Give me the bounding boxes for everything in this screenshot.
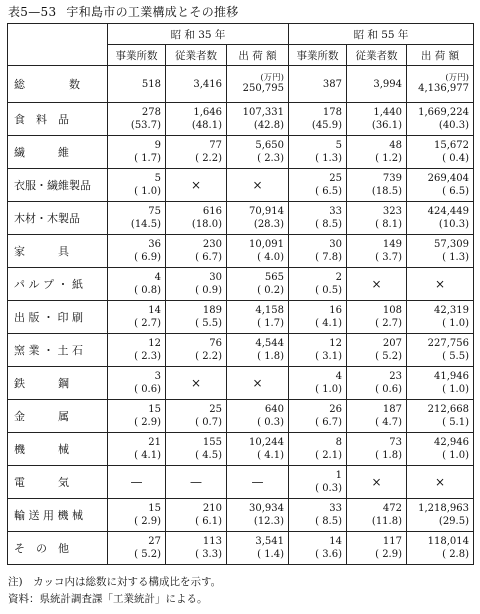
share-percent: ( 0.4) (442, 153, 469, 164)
table-row (8, 400, 474, 433)
share-percent: ( 2.2) (195, 351, 222, 362)
row-label: 食 料 品 (8, 103, 108, 136)
unit-label: (万円) (445, 72, 469, 83)
col-header: 事業所数 (108, 45, 166, 66)
value-cell (166, 499, 227, 532)
value: 269,404 (427, 173, 469, 184)
value-cell (289, 169, 347, 202)
share-percent: ( 3.7) (375, 252, 402, 263)
share-percent: ( 8.5) (315, 219, 342, 230)
share-percent: ( 5.2) (375, 351, 402, 362)
value: 77 (209, 140, 222, 151)
value: 227,756 (427, 338, 469, 349)
row-label: 家 具 (8, 235, 108, 268)
value: 25 (329, 173, 342, 184)
value-cell (347, 334, 407, 367)
share-percent: ( 2.3) (257, 153, 284, 164)
table-row (8, 103, 474, 136)
value: 387 (322, 78, 342, 90)
share-percent: (14.5) (130, 219, 161, 230)
value-cell (407, 367, 474, 400)
value: 14 (148, 305, 161, 316)
value: 108 (382, 305, 402, 316)
share-percent: (45.9) (311, 120, 342, 131)
row-label: 金 属 (8, 400, 108, 433)
value-cell (289, 367, 347, 400)
row-label: 機 械 (8, 433, 108, 466)
value: 178 (322, 107, 342, 118)
value: 518 (141, 78, 161, 90)
value-cell (108, 499, 166, 532)
value: 1,669,224 (418, 107, 469, 118)
share-percent: ( 2.9) (134, 417, 161, 428)
value-cell (347, 301, 407, 334)
share-percent: ( 2.2) (195, 153, 222, 164)
table-row (8, 466, 474, 499)
share-percent: ( 1.0) (442, 384, 469, 395)
share-percent: ( 4.1) (315, 318, 342, 329)
suppressed-cell: × (407, 268, 474, 301)
suppressed-cell: × (347, 466, 407, 499)
value: 4,158 (255, 305, 284, 316)
value-cell (407, 103, 474, 136)
value-cell (407, 169, 474, 202)
value-cell (407, 66, 474, 103)
value: 70,914 (249, 206, 284, 217)
share-percent: (29.5) (438, 516, 469, 527)
table-row (8, 66, 474, 103)
suppressed-cell: × (166, 169, 227, 202)
value: 57,309 (434, 239, 469, 250)
value-cell (347, 433, 407, 466)
header-blank (8, 24, 108, 66)
value-cell (289, 136, 347, 169)
share-percent: ( 2.7) (134, 318, 161, 329)
value: 48 (389, 140, 402, 151)
value: 1,646 (193, 107, 222, 118)
table-row (8, 136, 474, 169)
value-cell (166, 136, 227, 169)
share-percent: ( 2.9) (375, 549, 402, 560)
value-cell (347, 103, 407, 136)
share-percent: ( 0.9) (195, 285, 222, 296)
value: 75 (148, 206, 161, 217)
row-label: 鉄 鋼 (8, 367, 108, 400)
value: 424,449 (427, 206, 469, 217)
share-percent: ( 1.8) (257, 351, 284, 362)
value: 3,994 (373, 78, 402, 90)
row-label: パ ル プ ・ 紙 (8, 268, 108, 301)
value: 73 (389, 437, 402, 448)
col-header: 従業者数 (166, 45, 227, 66)
value: 76 (209, 338, 222, 349)
value-cell (108, 400, 166, 433)
share-percent: ( 1.0) (442, 450, 469, 461)
header-year-1960: 昭 和 35 年 (108, 24, 289, 45)
row-label: 繊 維 (8, 136, 108, 169)
value: 33 (329, 206, 342, 217)
value-cell (407, 136, 474, 169)
value-cell (289, 202, 347, 235)
share-percent: ( 0.8) (134, 285, 161, 296)
value-cell (289, 400, 347, 433)
value-cell (227, 235, 289, 268)
table-row (8, 169, 474, 202)
value-cell (347, 367, 407, 400)
share-percent: (18.0) (191, 219, 222, 230)
value-cell (347, 400, 407, 433)
value: 16 (329, 305, 342, 316)
value: 30 (209, 272, 222, 283)
value-cell (407, 334, 474, 367)
value-cell (108, 66, 166, 103)
table-number: 表5—53 (8, 5, 57, 19)
value: 616 (202, 206, 222, 217)
value-cell (407, 433, 474, 466)
value-cell (166, 66, 227, 103)
share-percent: ( 6.7) (315, 417, 342, 428)
share-percent: ( 6.5) (315, 186, 342, 197)
value: 212,668 (427, 404, 469, 415)
value-cell (407, 532, 474, 565)
value: 3,541 (255, 536, 284, 547)
value: 472 (382, 503, 402, 514)
table-title (8, 3, 239, 20)
table-row (8, 202, 474, 235)
share-percent: ( 1.0) (315, 384, 342, 395)
value-cell (108, 301, 166, 334)
value-cell (407, 400, 474, 433)
value-cell (289, 499, 347, 532)
value-cell (108, 532, 166, 565)
share-percent: ( 4.5) (195, 450, 222, 461)
share-percent: (36.1) (371, 120, 402, 131)
col-header: 出 荷 額 (407, 45, 474, 66)
share-percent: ( 6.9) (134, 252, 161, 263)
share-percent: ( 0.5) (315, 285, 342, 296)
value: 230 (202, 239, 222, 250)
share-percent: ( 6.7) (195, 252, 222, 263)
value-cell (347, 202, 407, 235)
unit-label: (万円) (260, 72, 284, 83)
value: 113 (202, 536, 222, 547)
value: 1,440 (373, 107, 402, 118)
share-percent: ( 8.1) (375, 219, 402, 230)
table-row (8, 301, 474, 334)
value: 155 (202, 437, 222, 448)
share-percent: ( 0.3) (257, 417, 284, 428)
table-row (8, 367, 474, 400)
value-cell (289, 433, 347, 466)
value: 21 (148, 437, 161, 448)
share-percent: ( 4.1) (257, 450, 284, 461)
value: 5 (335, 140, 342, 151)
share-percent: ( 0.2) (257, 285, 284, 296)
share-percent: ( 1.0) (134, 186, 161, 197)
value: 5,650 (255, 140, 284, 151)
value: 27 (148, 536, 161, 547)
value-cell (108, 367, 166, 400)
value: 149 (382, 239, 402, 250)
value: 3,416 (193, 78, 222, 90)
value: 10,091 (249, 239, 284, 250)
header-year-1980: 昭 和 55 年 (289, 24, 474, 45)
value-cell (166, 532, 227, 565)
share-percent: ( 1.3) (442, 252, 469, 263)
share-percent: ( 1.7) (134, 153, 161, 164)
share-percent: ( 0.6) (134, 384, 161, 395)
value-cell (227, 334, 289, 367)
suppressed-cell: × (347, 268, 407, 301)
table-row (8, 268, 474, 301)
share-percent: ( 8.5) (315, 516, 342, 527)
value: 3 (154, 371, 161, 382)
share-percent: (18.5) (371, 186, 402, 197)
share-percent: ( 1.4) (257, 549, 284, 560)
table-row (8, 433, 474, 466)
row-label: 出 版 ・ 印 刷 (8, 301, 108, 334)
empty-cell: — (108, 466, 166, 499)
value: 10,244 (249, 437, 284, 448)
share-percent: ( 6.5) (442, 186, 469, 197)
share-percent: (53.7) (130, 120, 161, 131)
value-cell (227, 202, 289, 235)
value: 739 (382, 173, 402, 184)
value: 189 (202, 305, 222, 316)
share-percent: (48.1) (191, 120, 222, 131)
value-cell (227, 136, 289, 169)
col-header: 出 荷 額 (227, 45, 289, 66)
value-cell (108, 202, 166, 235)
share-percent: ( 3.3) (195, 549, 222, 560)
suppressed-cell: × (407, 466, 474, 499)
value-cell (347, 136, 407, 169)
value: 4 (335, 371, 342, 382)
value-cell (289, 532, 347, 565)
value-cell (166, 301, 227, 334)
value: 107,331 (242, 107, 284, 118)
value-cell (108, 235, 166, 268)
share-percent: ( 5.1) (442, 417, 469, 428)
value: 42,319 (434, 305, 469, 316)
table-row (8, 499, 474, 532)
note-line: 注) カッコ内は総数に対する構成比を示す。 (8, 576, 222, 588)
empty-cell: — (166, 466, 227, 499)
share-percent: (40.3) (438, 120, 469, 131)
share-percent: ( 4.1) (134, 450, 161, 461)
value-cell (289, 66, 347, 103)
value-cell (407, 202, 474, 235)
value-cell (227, 400, 289, 433)
value-cell (227, 103, 289, 136)
industry-table (7, 23, 474, 565)
value-cell (347, 66, 407, 103)
value-cell (289, 301, 347, 334)
value-cell (108, 268, 166, 301)
value: 640 (264, 404, 284, 415)
share-percent: ( 3.1) (315, 351, 342, 362)
value: 12 (148, 338, 161, 349)
value: 15 (148, 503, 161, 514)
value-cell (166, 334, 227, 367)
value: 4 (154, 272, 161, 283)
share-percent: ( 5.5) (195, 318, 222, 329)
value: 23 (389, 371, 402, 382)
value: 187 (382, 404, 402, 415)
value-cell (108, 103, 166, 136)
share-percent: ( 2.7) (375, 318, 402, 329)
value: 30,934 (249, 503, 284, 514)
share-percent: ( 2.8) (442, 549, 469, 560)
value-cell (227, 499, 289, 532)
value: 42,946 (434, 437, 469, 448)
share-percent: ( 1.0) (442, 318, 469, 329)
share-percent: ( 2.9) (134, 516, 161, 527)
value-cell (227, 66, 289, 103)
value-cell (166, 433, 227, 466)
value: 2 (335, 272, 342, 283)
value-cell (166, 103, 227, 136)
value: 118,014 (427, 536, 469, 547)
suppressed-cell: × (166, 367, 227, 400)
value-cell (227, 532, 289, 565)
row-label: 衣服・繊維製品 (8, 169, 108, 202)
value-cell (289, 268, 347, 301)
value-cell (108, 169, 166, 202)
value: 15 (148, 404, 161, 415)
row-label: 窯 業 ・ 土 石 (8, 334, 108, 367)
value-cell (108, 334, 166, 367)
value-cell (227, 301, 289, 334)
col-header: 従業者数 (347, 45, 407, 66)
row-label: 木材・木製品 (8, 202, 108, 235)
table-row (8, 235, 474, 268)
value-cell (108, 433, 166, 466)
value-cell (407, 301, 474, 334)
value-cell (166, 235, 227, 268)
value-cell (166, 202, 227, 235)
share-percent: (42.8) (253, 120, 284, 131)
value: 210 (202, 503, 222, 514)
share-percent: ( 1.8) (375, 450, 402, 461)
value-cell (166, 400, 227, 433)
value-cell (289, 334, 347, 367)
value: 30 (329, 239, 342, 250)
value-cell (289, 466, 347, 499)
share-percent: (12.3) (253, 516, 284, 527)
share-percent: ( 0.6) (375, 384, 402, 395)
row-label: 輸 送 用 機 械 (8, 499, 108, 532)
value-cell (347, 235, 407, 268)
row-label: 総 数 (8, 66, 108, 103)
value-cell (347, 532, 407, 565)
table-row (8, 334, 474, 367)
value: 12 (329, 338, 342, 349)
value-cell (407, 499, 474, 532)
share-percent: (11.8) (371, 516, 402, 527)
footnotes (8, 574, 221, 608)
value: 33 (329, 503, 342, 514)
value: 250,795 (242, 82, 284, 94)
value: 323 (382, 206, 402, 217)
table-body (8, 66, 474, 565)
value: 15,672 (434, 140, 469, 151)
value: 565 (264, 272, 284, 283)
suppressed-cell: × (227, 169, 289, 202)
value: 1 (335, 470, 342, 481)
share-percent: ( 5.5) (442, 351, 469, 362)
share-percent: ( 5.2) (134, 549, 161, 560)
share-percent: ( 2.3) (134, 351, 161, 362)
value: 278 (141, 107, 161, 118)
share-percent: ( 1.7) (257, 318, 284, 329)
share-percent: ( 0.3) (315, 483, 342, 494)
share-percent: ( 4.0) (257, 252, 284, 263)
share-percent: ( 1.3) (315, 153, 342, 164)
value: 5 (154, 173, 161, 184)
row-label: 電 気 (8, 466, 108, 499)
note-line: 資料：県統計調査課「工業統計」による。 (8, 593, 208, 605)
empty-cell: — (227, 466, 289, 499)
table-row (8, 532, 474, 565)
value-cell (289, 103, 347, 136)
value: 117 (382, 536, 402, 547)
value: 26 (329, 404, 342, 415)
share-percent: (28.3) (253, 219, 284, 230)
value-cell (347, 499, 407, 532)
value: 8 (335, 437, 342, 448)
value: 14 (329, 536, 342, 547)
value: 1,218,963 (418, 503, 469, 514)
share-percent: ( 6.1) (195, 516, 222, 527)
share-percent: ( 0.7) (195, 417, 222, 428)
share-percent: ( 7.8) (315, 252, 342, 263)
col-header: 事業所数 (289, 45, 347, 66)
value: 25 (209, 404, 222, 415)
value: 4,544 (255, 338, 284, 349)
suppressed-cell: × (227, 367, 289, 400)
value: 9 (154, 140, 161, 151)
share-percent: ( 2.1) (315, 450, 342, 461)
value-cell (108, 136, 166, 169)
share-percent: ( 4.7) (375, 417, 402, 428)
share-percent: ( 3.6) (315, 549, 342, 560)
value: 41,946 (434, 371, 469, 382)
table-title-text: 宇和島市の工業構成とその推移 (66, 5, 239, 19)
value-cell (289, 235, 347, 268)
value-cell (227, 433, 289, 466)
value-cell (166, 268, 227, 301)
value-cell (407, 235, 474, 268)
value-cell (347, 169, 407, 202)
value: 4,136,977 (418, 82, 469, 94)
value: 36 (148, 239, 161, 250)
value: 207 (382, 338, 402, 349)
row-label: そ の 他 (8, 532, 108, 565)
share-percent: ( 1.2) (375, 153, 402, 164)
share-percent: (10.3) (438, 219, 469, 230)
value-cell (227, 268, 289, 301)
